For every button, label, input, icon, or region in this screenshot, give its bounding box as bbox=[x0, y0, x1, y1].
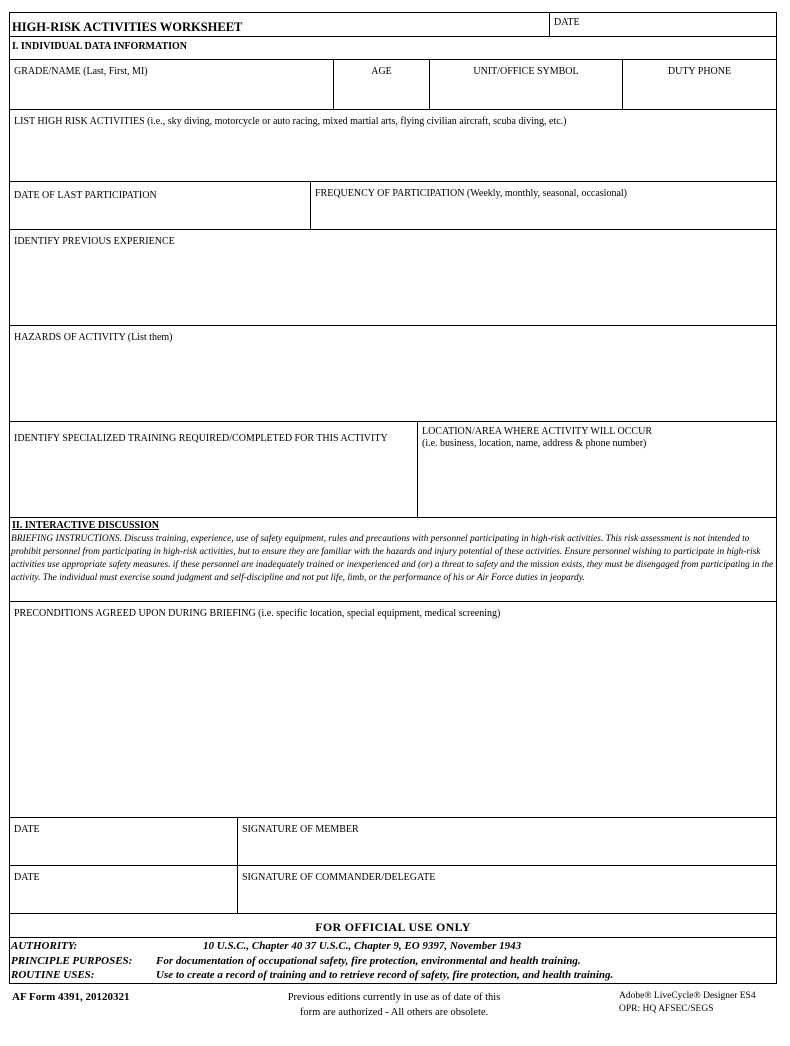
grade-name-label: GRADE/NAME (Last, First, MI) bbox=[14, 66, 148, 77]
last-participation-field[interactable] bbox=[10, 182, 310, 229]
training-location-row bbox=[10, 421, 776, 517]
duty-phone-label: DUTY PHONE bbox=[667, 66, 732, 77]
section2-title: II. INTERACTIVE DISCUSSION bbox=[12, 520, 159, 531]
last-participation-label: DATE OF LAST PARTICIPATION bbox=[14, 190, 157, 201]
frequency-label: FREQUENCY OF PARTICIPATION (Weekly, monthly, seasonal, occasional) bbox=[315, 188, 627, 199]
commander-signature-row bbox=[10, 865, 776, 913]
location-hint: (i.e. business, location, name, address & phone number) bbox=[422, 438, 647, 449]
member-signature-row bbox=[10, 817, 776, 865]
age-field[interactable] bbox=[333, 60, 429, 109]
routine-text: Use to create a record of training and to retrieve record of safety, fire protection, and health training. bbox=[156, 969, 614, 981]
location-label: LOCATION/AREA WHERE ACTIVITY WILL OCCUR bbox=[422, 426, 652, 437]
grade-name-field[interactable] bbox=[10, 60, 333, 109]
commander-date-field[interactable] bbox=[10, 866, 237, 913]
commander-date-label: DATE bbox=[14, 872, 40, 883]
routine-label: ROUTINE USES: bbox=[11, 969, 95, 981]
purposes-text: For documentation of occupational safety, fire protection, environmental and health training. bbox=[156, 955, 581, 967]
participation-row bbox=[10, 181, 776, 229]
experience-label: IDENTIFY PREVIOUS EXPERIENCE bbox=[14, 236, 175, 247]
fouo-banner: FOR OFFICIAL USE ONLY bbox=[315, 920, 471, 934]
activities-label: LIST HIGH RISK ACTIVITIES (i.e., sky diving, motorcycle or auto racing, mixed martial arts, flying civilian aircraft, scuba diving, etc.) bbox=[14, 116, 567, 127]
purposes-label: PRINCIPLE PURPOSES: bbox=[11, 955, 133, 967]
editions-line-2: form are authorized - All others are obsolete. bbox=[299, 1007, 489, 1018]
section2-header bbox=[10, 517, 776, 601]
activities-field[interactable] bbox=[10, 109, 776, 181]
hazards-field[interactable] bbox=[10, 325, 776, 421]
member-date-label: DATE bbox=[14, 824, 40, 835]
worksheet-form bbox=[9, 12, 777, 984]
commander-signature-label: SIGNATURE OF COMMANDER/DELEGATE bbox=[242, 872, 436, 883]
location-field[interactable] bbox=[417, 422, 776, 517]
privacy-act-block bbox=[10, 937, 776, 983]
unit-label: UNIT/OFFICE SYMBOL bbox=[473, 66, 579, 77]
authority-text: 10 U.S.C., Chapter 40 37 U.S.C., Chapter 9, EO 9397, November 1943 bbox=[203, 940, 522, 952]
form-number: AF Form 4391, 20120321 bbox=[12, 991, 130, 1003]
title-row bbox=[10, 13, 776, 36]
preconditions-field[interactable] bbox=[10, 601, 776, 817]
unit-field[interactable] bbox=[429, 60, 622, 109]
authority-label: AUTHORITY: bbox=[11, 940, 78, 952]
preconditions-label: PRECONDITIONS AGREED UPON DURING BRIEFING (i.e. specific location, special equipment, medical screening) bbox=[14, 608, 501, 619]
fouo-row bbox=[10, 913, 776, 937]
designer-line: Adobe® LiveCycle® Designer ES4 bbox=[619, 991, 756, 1001]
editions-line-1: Previous editions currently in use as of date of this bbox=[287, 992, 501, 1003]
section1-header bbox=[10, 36, 776, 59]
header-date-field[interactable] bbox=[549, 13, 776, 36]
commander-signature-field[interactable] bbox=[237, 866, 776, 913]
personal-info-row bbox=[10, 59, 776, 109]
member-signature-field[interactable] bbox=[237, 818, 776, 865]
designer-info bbox=[619, 990, 756, 1016]
member-signature-label: SIGNATURE OF MEMBER bbox=[242, 824, 359, 835]
training-field[interactable] bbox=[10, 422, 417, 517]
duty-phone-field[interactable] bbox=[622, 60, 776, 109]
header-date-label: DATE bbox=[554, 17, 580, 28]
experience-field[interactable] bbox=[10, 229, 776, 325]
briefing-instructions: BRIEFING INSTRUCTIONS. Discuss training, experience, use of safety equipment, rules and precautions with personnel participating in high-risk activities. This risk assessment is not intended to prohibit personnel from participating in high-risk activities, but to ensure they are familiar with the hazards and injury potential of these activities. Ensure personnel wishing to participate in high-risk activities use appropriate safety measures. if these personnel are inadequately trained or inexperienced and (or) a threat to safety and the mission exists, they must be disengaged from participating in the activity. The individual must exercise sound judgment and self-discipline and not put life, limb, or the performance of his or Air Force duties in jeopardy. bbox=[11, 534, 774, 583]
opr-line: OPR: HQ AFSEC/SEGS bbox=[619, 1004, 714, 1014]
frequency-field[interactable] bbox=[310, 182, 776, 229]
editions-notice bbox=[244, 990, 544, 1020]
training-label: IDENTIFY SPECIALIZED TRAINING REQUIRED/COMPLETED FOR THIS ACTIVITY bbox=[14, 433, 388, 444]
form-title: HIGH-RISK ACTIVITIES WORKSHEET bbox=[12, 20, 243, 34]
age-label: AGE bbox=[371, 66, 392, 77]
section1-title: I. INDIVIDUAL DATA INFORMATION bbox=[12, 41, 188, 52]
member-date-field[interactable] bbox=[10, 818, 237, 865]
hazards-label: HAZARDS OF ACTIVITY (List them) bbox=[14, 332, 173, 343]
